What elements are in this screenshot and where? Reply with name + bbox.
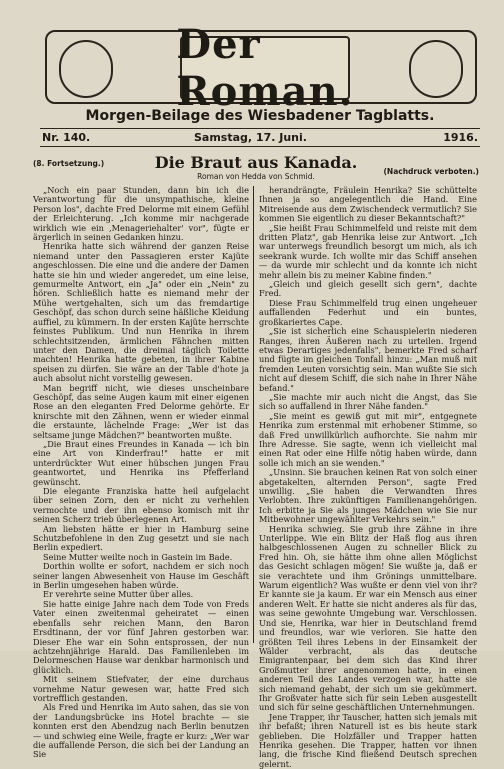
issue-year: 1916. <box>443 131 478 144</box>
issue-number: Nr. 140. <box>42 131 91 144</box>
paragraph: „Noch ein paar Stunden, dann bin ich die Verantwortung für die unsympathische, kleine Person los", dachte Fred Delorme mit einem Gefühl der Erleichterung. „Ich komme mir nachgerade wirklich wie ein ‚Menageriehalter' vor", fügte er ärgerlich in seinen Gedanken hinzu. <box>33 185 249 243</box>
paragraph: Diese Frau Schimmelfeld trug einen ungeheuer auffallenden Federhut und ein buntes, großkariertes Cape. <box>259 297 477 327</box>
paragraph: Dorthin wollte er sofort, nachdem er sich noch seiner langen Abwesenheit von Hause im Geschäft in Berlin umgesehen haben würde. <box>33 561 249 591</box>
reprint-note: (Nachdruck verboten.) <box>383 167 479 176</box>
paragraph: „Gleich und gleich gesellt sich gern", dachte Fred. <box>259 279 477 299</box>
column-divider <box>253 186 254 643</box>
paragraph: „Unsinn. Sie brauchen keinen Rat von solch einer abgetakelten, alternden Person", sagte Fred unwillig. „Sie haben die Verwandten Ihres Verlobten. Ihre zukünftigen Familienangehörigen. Ich erbitte ja Sie als junges Mädchen wie Sie nur Mitbewohner ungewählter Verkehrs sein." <box>259 467 477 525</box>
paragraph: Er verehrte seine Mutter über alles. <box>43 589 194 600</box>
story-author: Roman von Hedda von Schmid. <box>197 172 315 181</box>
paragraph: Henrika hatte sich während der ganzen Reise niemand unter den Passagieren erster Kajüte angeschlossen. Die eine und die andere der Damen hatte sie hin und wieder angeredet, um eine leise, gemurmelte Antwort, ein „Ja" oder ein „Nein" zu hören. Schließlich hatte es niemand mehr der Mühe wertgehalten, sich um das fremdartige Geschöpf, das schon durch seine häßliche Kleidung auffiel, zu kümmern. In der ersten Kajüte herrschte feinstes Publikum. Und nun Henrika in ihrem schlechtsitzenden, ärmlichen Fähnchen mitten unter den Damen, die dreimal täglich Toilette machten! Henrika hatte gebeten, in ihrer Kabine speisen zu dürfen. Sie wäre an der Table d'hote ja auch absolut nicht vorstellig gewesen. <box>33 241 249 384</box>
issue-rule <box>40 146 480 147</box>
paragraph: Am liebsten hätte er hier in Hamburg seine Schutzbefohlene in den Zug gesetzt und sie nach Berlin expediert. <box>33 523 249 553</box>
paragraph: Henrika schwieg. Sie grub ihre Zähne in ihre Unterlippe. Wie ein Blitz der Haß flog aus ihren halbgeschlossenen Augen zu schneller Blick zu Fred hin. Oh, sie hätte ihm ohne allen Möglichst das Gesicht schlagen mögen! Sie wußte ja, daß er sie verachtete und ihm Grönings unmittelbare. Warum eigentlich? Was wußte er denn viel von ihr? Er kannte sie ja kaum. Er war ein Mensch aus einer anderen Welt. Er hatte sie nicht anderes als für das, was seine gewohnte Umgebung war. Verschlossen. Und sie, Henrika, war hier in Deutschland fremd und freundlos, war wie verloren. Sie hatte den größten Teil ihres Lebens in der Einsamkeit der Wälder verbracht, als das deutsche Emigrantenpaar, bei dem sich das Kind ihrer Großmutter ihrer angenommen hatte, in einen anderen Teil des Landes verzogen war, hatte sie sich niemand gehabt, der sich um sie gekümmert. Ihr Großvater hatte sich für sein Leben ausgestellt und sich für seine geschäftlichen Unternehmungen. <box>259 523 477 713</box>
paragraph: „Sie ist sicherlich eine Schauspielerin niederen Ranges, ihren Äußeren nach zu urteilen. Irgend etwas Derartiges jedenfalls", bemerkte Fred scharf und fügte im gleichen Tonfall hinzu: „Man muß mit fremden Leuten vorsichtig sein. Man wußte Sie sich nicht auf diesem Schiff, die sich nahe in Ihrer Nähe befand." <box>259 326 477 393</box>
issue-date: Samstag, 17. Juni. <box>194 131 307 144</box>
paragraph: Mit seinem Stiefvater, der eine durchaus vornehme Natur gewesen war, hatte Fred sich vortrefflich gestanden. <box>33 674 249 703</box>
right-column <box>259 185 477 769</box>
paragraph: Man begriff nicht, wie dieses unscheinbare Geschöpf, das seine Augen kaum mit einer eigenen Rose an den eleganten Fred Delorme gehörte. Er knirschte mit den Zähnen, wenn er wieder einmal die erstaunte, lächelnde Frage: „Wer ist das seltsame junge Mädchen?" beantworten mußte. <box>33 382 249 440</box>
paragraph: Sie hatte einige Jahre nach dem Tode von Freds Vater einen zweitenmal geheiratet — einen ebenfalls sehr reichen Mann, den Baron Ersdtinann, der vor fünf Jahren gestorben war. Dieser Ehe war ein Sohn entsprossen, der nun achtzehnjährige Harald. Das Familienleben im Delormeschen Hause war denkbar harmonisch und glücklich. <box>33 598 249 675</box>
paragraph: „Sie heißt Frau Schimmelfeld und reiste mit dem dritten Platz", gab Henrika leise zur Antwort. „Ich war unterwegs freundlich besorgt um mich, als ich seekrank wurde. Ich wollte mir das Schiff ansehen — da wurde mir schlecht und da konnte ich nicht mehr allein bis zu meiner Kabine finden." <box>259 222 477 280</box>
paragraph: Seine Mutter weilte noch in Gastein im Bade. <box>43 551 233 562</box>
title-box <box>176 21 354 115</box>
top-rule <box>40 128 480 129</box>
paragraph: herandrängte, Fräulein Henrika? Sie schüttelte Ihnen ja so angelegentlich die Hand. Eine Mitreisende aus dem Zwischendeck vermutlich? Sie kommen Sie eigentlich zu dieser Bekanntschaft?" <box>259 185 477 224</box>
story-title: Die Braut aus Kanada. <box>154 153 358 172</box>
newspaper-title: Der Roman. <box>176 21 354 115</box>
paragraph: „Sie machte mir auch nicht die Angst, das Sie sich so auffallend in Ihrer Nähe fanden." <box>259 391 477 412</box>
continuation-note: (8. Fortsetzung.) <box>33 159 105 168</box>
paragraph: Als Fred und Henrika im Auto sahen, das sie von der Landungsbrücke ins Hotel brachte — sie konnten erst den Abendzug nach Berlin benutzen — und schwieg eine Weile, fragte er kurz: „Wer war die auffallende Person, die sich bei der Landung an Sie <box>33 702 249 760</box>
paragraph: „Die Braut eines Freundes in Kanada — ich bin eine Art von Kinderfrau!" hatte er mit unterdrückter Wut einer hübschen jungen Frau geantwortet, und Henrika ins Pfefferland gewünscht. <box>33 438 249 487</box>
paragraph: Die elegante Franziska hatte heil aufgelacht über seinen Zorn, den er nicht zu verhehlen vermochte und der ihn ebenso komisch mit ihr seinen Scherz trieb überlegenen Art. <box>33 486 249 525</box>
paragraph: „Sie meint es gewiß gut mit mir", entgegnete Henrika zum erstenmal mit erhobener Stimme, so daß Fred unwillkürlich aufhorchte. Sie nahm mir Ihre Adresse. Sie sagte, wenn ich vielleicht mal einen Rat oder eine Hilfe nötig haben würde, dann solle ich mich an sie wenden." <box>259 410 477 468</box>
newspaper-subtitle: Morgen-Beilage des Wiesbadener Tagblatts. <box>85 108 435 124</box>
left-column <box>33 185 249 760</box>
paragraph: Jene Trapper, ihr Tauscher, hatten sich jemals mit ihr befaßt; ihren Naturell ist es bis heute stark geblieben. Die Holzfäller und Trapper hatten Henrika gesehen. Die Trapper, hatten vor ihnen lang, die frische Kind fließend Deutsch sprechen gelernt. <box>259 711 477 769</box>
masthead-frame <box>45 21 477 115</box>
